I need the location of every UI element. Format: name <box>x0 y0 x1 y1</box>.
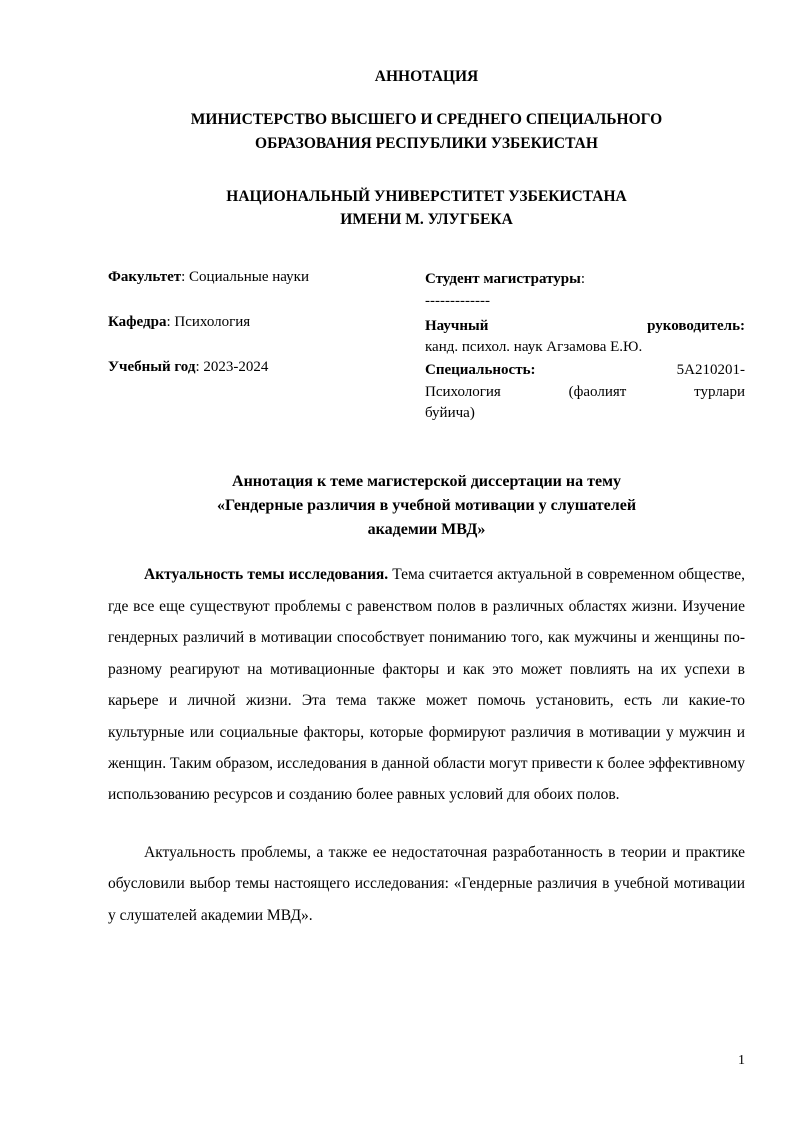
specialty-code: 5А210201- <box>676 362 745 379</box>
page-content <box>108 0 745 947</box>
department-label: Кафедра <box>108 313 167 330</box>
specialty-value-line-3: буйича) <box>425 404 475 421</box>
problem-paragraph: Актуальность проблемы, а также ее недостаточная разработанность в теории и практике обусловили выбор темы настоящего исследования: «Гендерные различия в учебной мотивации у слушателей академии МВД». <box>108 843 745 924</box>
faculty-value: : Социальные науки <box>181 268 309 285</box>
supervisor-label-left: Научный <box>425 317 489 334</box>
student-value: ------------- <box>425 293 490 310</box>
department-value: : Психология <box>166 313 251 330</box>
thesis-title-line-1: Аннотация к теме магистерской диссертации на тему <box>232 473 621 491</box>
thesis-title-line-2: «Гендерные различия в учебной мотивации у слушателей <box>216 496 637 514</box>
specialty-label-row <box>425 360 745 381</box>
academic-year-label: Учебный год <box>108 358 196 375</box>
relevance-paragraph <box>108 559 745 811</box>
ministry-line-2: ОБРАЗОВАНИЯ РЕСПУБЛИКИ УЗБЕКИСТАН <box>255 135 598 153</box>
supervisor-label-right: руководитель: <box>647 317 745 334</box>
faculty-label: Факультет <box>108 268 182 285</box>
relevance-lead-in: Актуальность темы исследования. <box>144 566 389 584</box>
student-row <box>425 269 745 290</box>
faculty-row <box>108 269 408 286</box>
metadata-right-column <box>425 269 745 424</box>
ministry-heading <box>108 108 745 156</box>
academic-year-value: : 2023-2024 <box>195 358 269 375</box>
thesis-title <box>108 470 745 541</box>
student-colon: : <box>580 270 585 287</box>
metadata-left-column <box>108 269 408 376</box>
specialty-label: Специальность: <box>425 362 536 379</box>
supervisor-label-row <box>425 316 745 337</box>
department-row <box>108 314 408 331</box>
university-line-2: ИМЕНИ М. УЛУГБЕКА <box>340 210 513 228</box>
ministry-line-1: МИНИСТЕРСТВО ВЫСШЕГО И СРЕДНЕГО СПЕЦИАЛЬНОГО <box>190 111 663 128</box>
university-heading <box>108 186 745 231</box>
page-number: 1 <box>738 1053 745 1068</box>
specialty-value-line-2: Психология (фаолият турлари <box>425 383 745 400</box>
annotation-heading: АННОТАЦИЯ <box>374 68 479 85</box>
relevance-paragraph-text: Тема считается актуальной в современном обществе, где все еще существуют проблемы с равенством полов в различных областях жизни. Изучение гендерных различий в мотивации способствует пониманию того, как мужчины и женщины по-разному реагируют на мотивационные факторы и как это может повлиять на их успехи в карьере и личной жизни. Эта тема также может помочь установить, есть ли какие-то культурные или социальные факторы, которые формируют различия в мотивации у мужчин и женщин. Таким образом, исследования в данной области могут привести к более эффективному использованию ресурсов и созданию более равных условий для обоих полов. <box>108 566 746 804</box>
academic-year-row <box>108 359 408 376</box>
university-line-1: НАЦИОНАЛЬНЫЙ УНИВЕРСТИТЕТ УЗБЕКИСТАНА <box>226 188 627 206</box>
student-label: Студент магистратуры <box>425 270 581 287</box>
metadata-block <box>108 269 745 424</box>
thesis-title-line-3: академии МВД» <box>367 520 486 538</box>
supervisor-value: канд. психол. наук Агзамова Е.Ю. <box>425 339 643 356</box>
